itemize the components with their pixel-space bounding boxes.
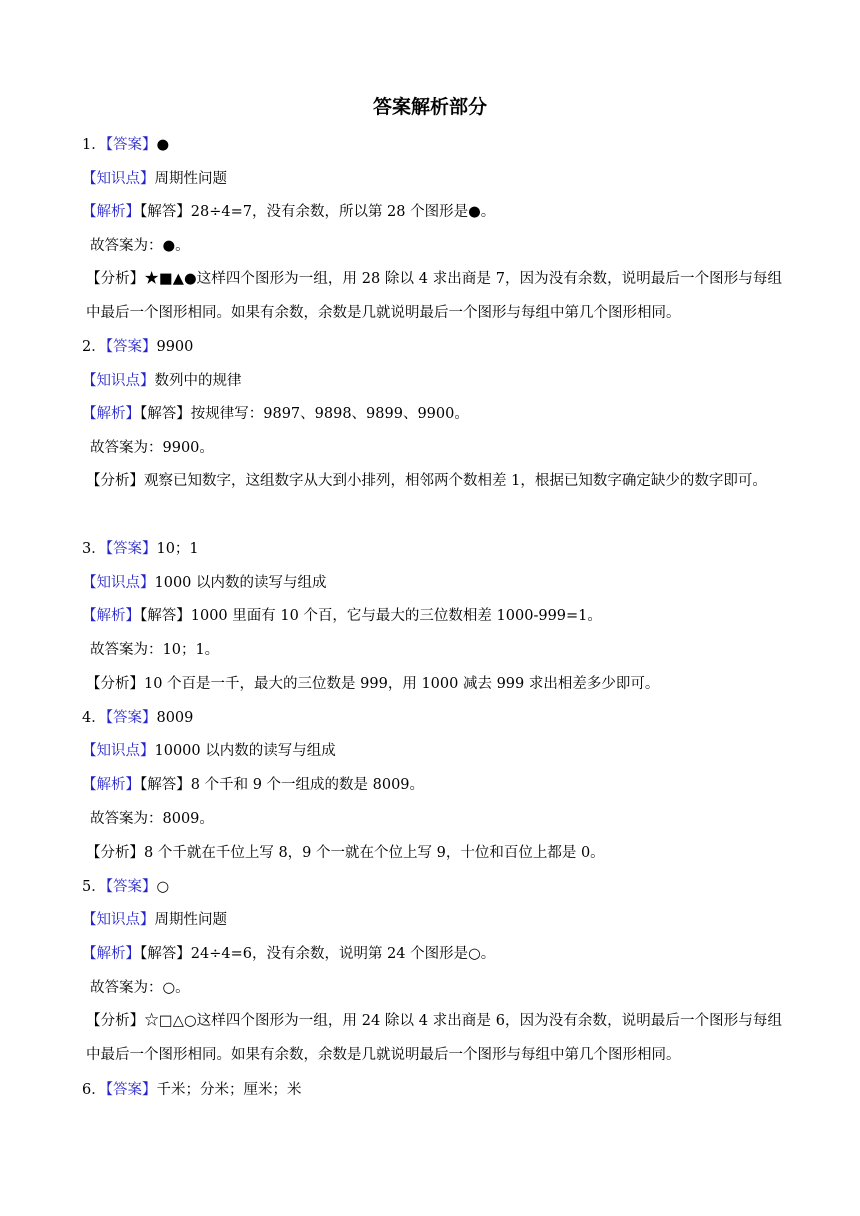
item-number: 6． <box>82 1082 106 1098</box>
item-1-conclusion: 故答案为：●。 <box>90 238 190 254</box>
analysis-label: 【解析】 <box>82 204 140 220</box>
item-4-knowledge-line <box>82 741 782 761</box>
item-5-knowledge-line <box>82 910 782 930</box>
knowledge-label: 【知识点】 <box>82 575 155 591</box>
item-4-conclusion: 故答案为：8009。 <box>90 811 214 827</box>
item-1-answer-line <box>82 135 782 155</box>
item-4-reasoning <box>86 843 786 863</box>
item-number: 4． <box>82 710 106 726</box>
solution-label: 【解答】 <box>140 608 191 624</box>
solution-text: 28÷4=7，没有余数，所以第 28 个图形是●。 <box>190 204 496 220</box>
item-1-knowledge-line <box>82 169 782 189</box>
analysis-label: 【解析】 <box>82 777 140 793</box>
answer-value: ○ <box>156 879 170 895</box>
knowledge-label: 【知识点】 <box>82 743 155 759</box>
solution-text: 1000 里面有 10 个百，它与最大的三位数相差 1000-999=1。 <box>190 608 602 624</box>
answer-label: 【答案】 <box>105 1082 157 1098</box>
item-2-conclusion: 故答案为：9900。 <box>90 440 214 456</box>
knowledge-label: 【知识点】 <box>82 171 155 187</box>
item-number: 3． <box>82 541 106 557</box>
knowledge-value: 数列中的规律 <box>154 373 242 389</box>
item-1-solution-line <box>82 202 782 222</box>
reasoning-text: 10 个百是一千，最大的三位数是 999，用 1000 减去 999 求出相差多少即可。 <box>144 676 660 692</box>
reasoning-text: 8 个千就在千位上写 8，9 个一就在个位上写 9，十位和百位上都是 0。 <box>144 845 605 861</box>
item-number: 5． <box>82 879 106 895</box>
item-5-answer-line <box>82 877 782 897</box>
answer-value: 8009 <box>156 710 194 726</box>
knowledge-value: 1000 以内数的读写与组成 <box>154 575 327 591</box>
item-number: 1． <box>82 137 106 153</box>
item-number: 2． <box>82 339 106 355</box>
answer-value: 千米；分米；厘米；米 <box>156 1082 302 1098</box>
knowledge-value: 10000 以内数的读写与组成 <box>154 743 336 759</box>
reasoning-label: 【分析】 <box>86 1013 145 1029</box>
solution-label: 【解答】 <box>140 204 191 220</box>
answer-label: 【答案】 <box>105 710 157 726</box>
knowledge-value: 周期性问题 <box>154 912 227 928</box>
solution-label: 【解答】 <box>140 406 191 422</box>
item-1-reasoning <box>86 263 782 330</box>
knowledge-label: 【知识点】 <box>82 373 155 389</box>
reasoning-label: 【分析】 <box>86 676 144 692</box>
answer-value: ● <box>156 137 170 153</box>
reasoning-text: 观察已知数字，这组数字从大到小排列，相邻两个数相差 1，根据已知数字确定缺少的数字即可。 <box>144 473 767 489</box>
reasoning-text: ★■▲●这样四个图形为一组，用 28 除以 4 求出商是 7，因为没有余数，说明最后一个图形与每组中最后一个图形相同。如果有余数，余数是几就说明最后一个图形与每组中第几个图形相同。 <box>86 271 783 321</box>
item-5-reasoning <box>86 1005 782 1072</box>
item-3-solution-line <box>82 606 782 626</box>
analysis-label: 【解析】 <box>82 946 140 962</box>
item-3-conclusion: 故答案为：10；1。 <box>90 642 220 658</box>
item-4-answer-line <box>82 708 782 728</box>
reasoning-text: ☆□△○这样四个图形为一组，用 24 除以 4 求出商是 6，因为没有余数，说明最后一个图形与每组中最后一个图形相同。如果有余数，余数是几就说明最后一个图形与每组中第几个图形相同。 <box>86 1013 783 1063</box>
solution-text: 按规律写：9897、9898、9899、9900。 <box>190 406 469 422</box>
item-3-knowledge-line <box>82 573 782 593</box>
item-5-conclusion: 故答案为：○。 <box>90 980 190 996</box>
page-title: 答案解析部分 <box>372 96 487 118</box>
knowledge-label: 【知识点】 <box>82 912 155 928</box>
knowledge-value: 周期性问题 <box>154 171 227 187</box>
item-3-answer-line <box>82 539 782 559</box>
item-6-answer-line <box>82 1080 782 1100</box>
answer-label: 【答案】 <box>105 541 157 557</box>
item-3-reasoning <box>86 674 786 694</box>
solution-label: 【解答】 <box>140 946 191 962</box>
reasoning-label: 【分析】 <box>86 845 144 861</box>
solution-text: 24÷4=6，没有余数，说明第 24 个图形是○。 <box>190 946 496 962</box>
answer-value: 9900 <box>156 339 194 355</box>
item-2-solution-line <box>82 404 782 424</box>
analysis-label: 【解析】 <box>82 608 140 624</box>
reasoning-label: 【分析】 <box>86 271 145 287</box>
answer-label: 【答案】 <box>105 879 157 895</box>
answer-label: 【答案】 <box>105 339 157 355</box>
answer-label: 【答案】 <box>105 137 157 153</box>
answer-value: 10；1 <box>156 541 199 557</box>
solution-text: 8 个千和 9 个一组成的数是 8009。 <box>190 777 425 793</box>
analysis-label: 【解析】 <box>82 406 140 422</box>
item-2-reasoning <box>86 465 782 499</box>
item-2-knowledge-line <box>82 371 782 391</box>
item-4-solution-line <box>82 775 782 795</box>
item-2-answer-line <box>82 337 782 357</box>
solution-label: 【解答】 <box>140 777 191 793</box>
item-5-solution-line <box>82 944 782 964</box>
reasoning-label: 【分析】 <box>86 473 144 489</box>
